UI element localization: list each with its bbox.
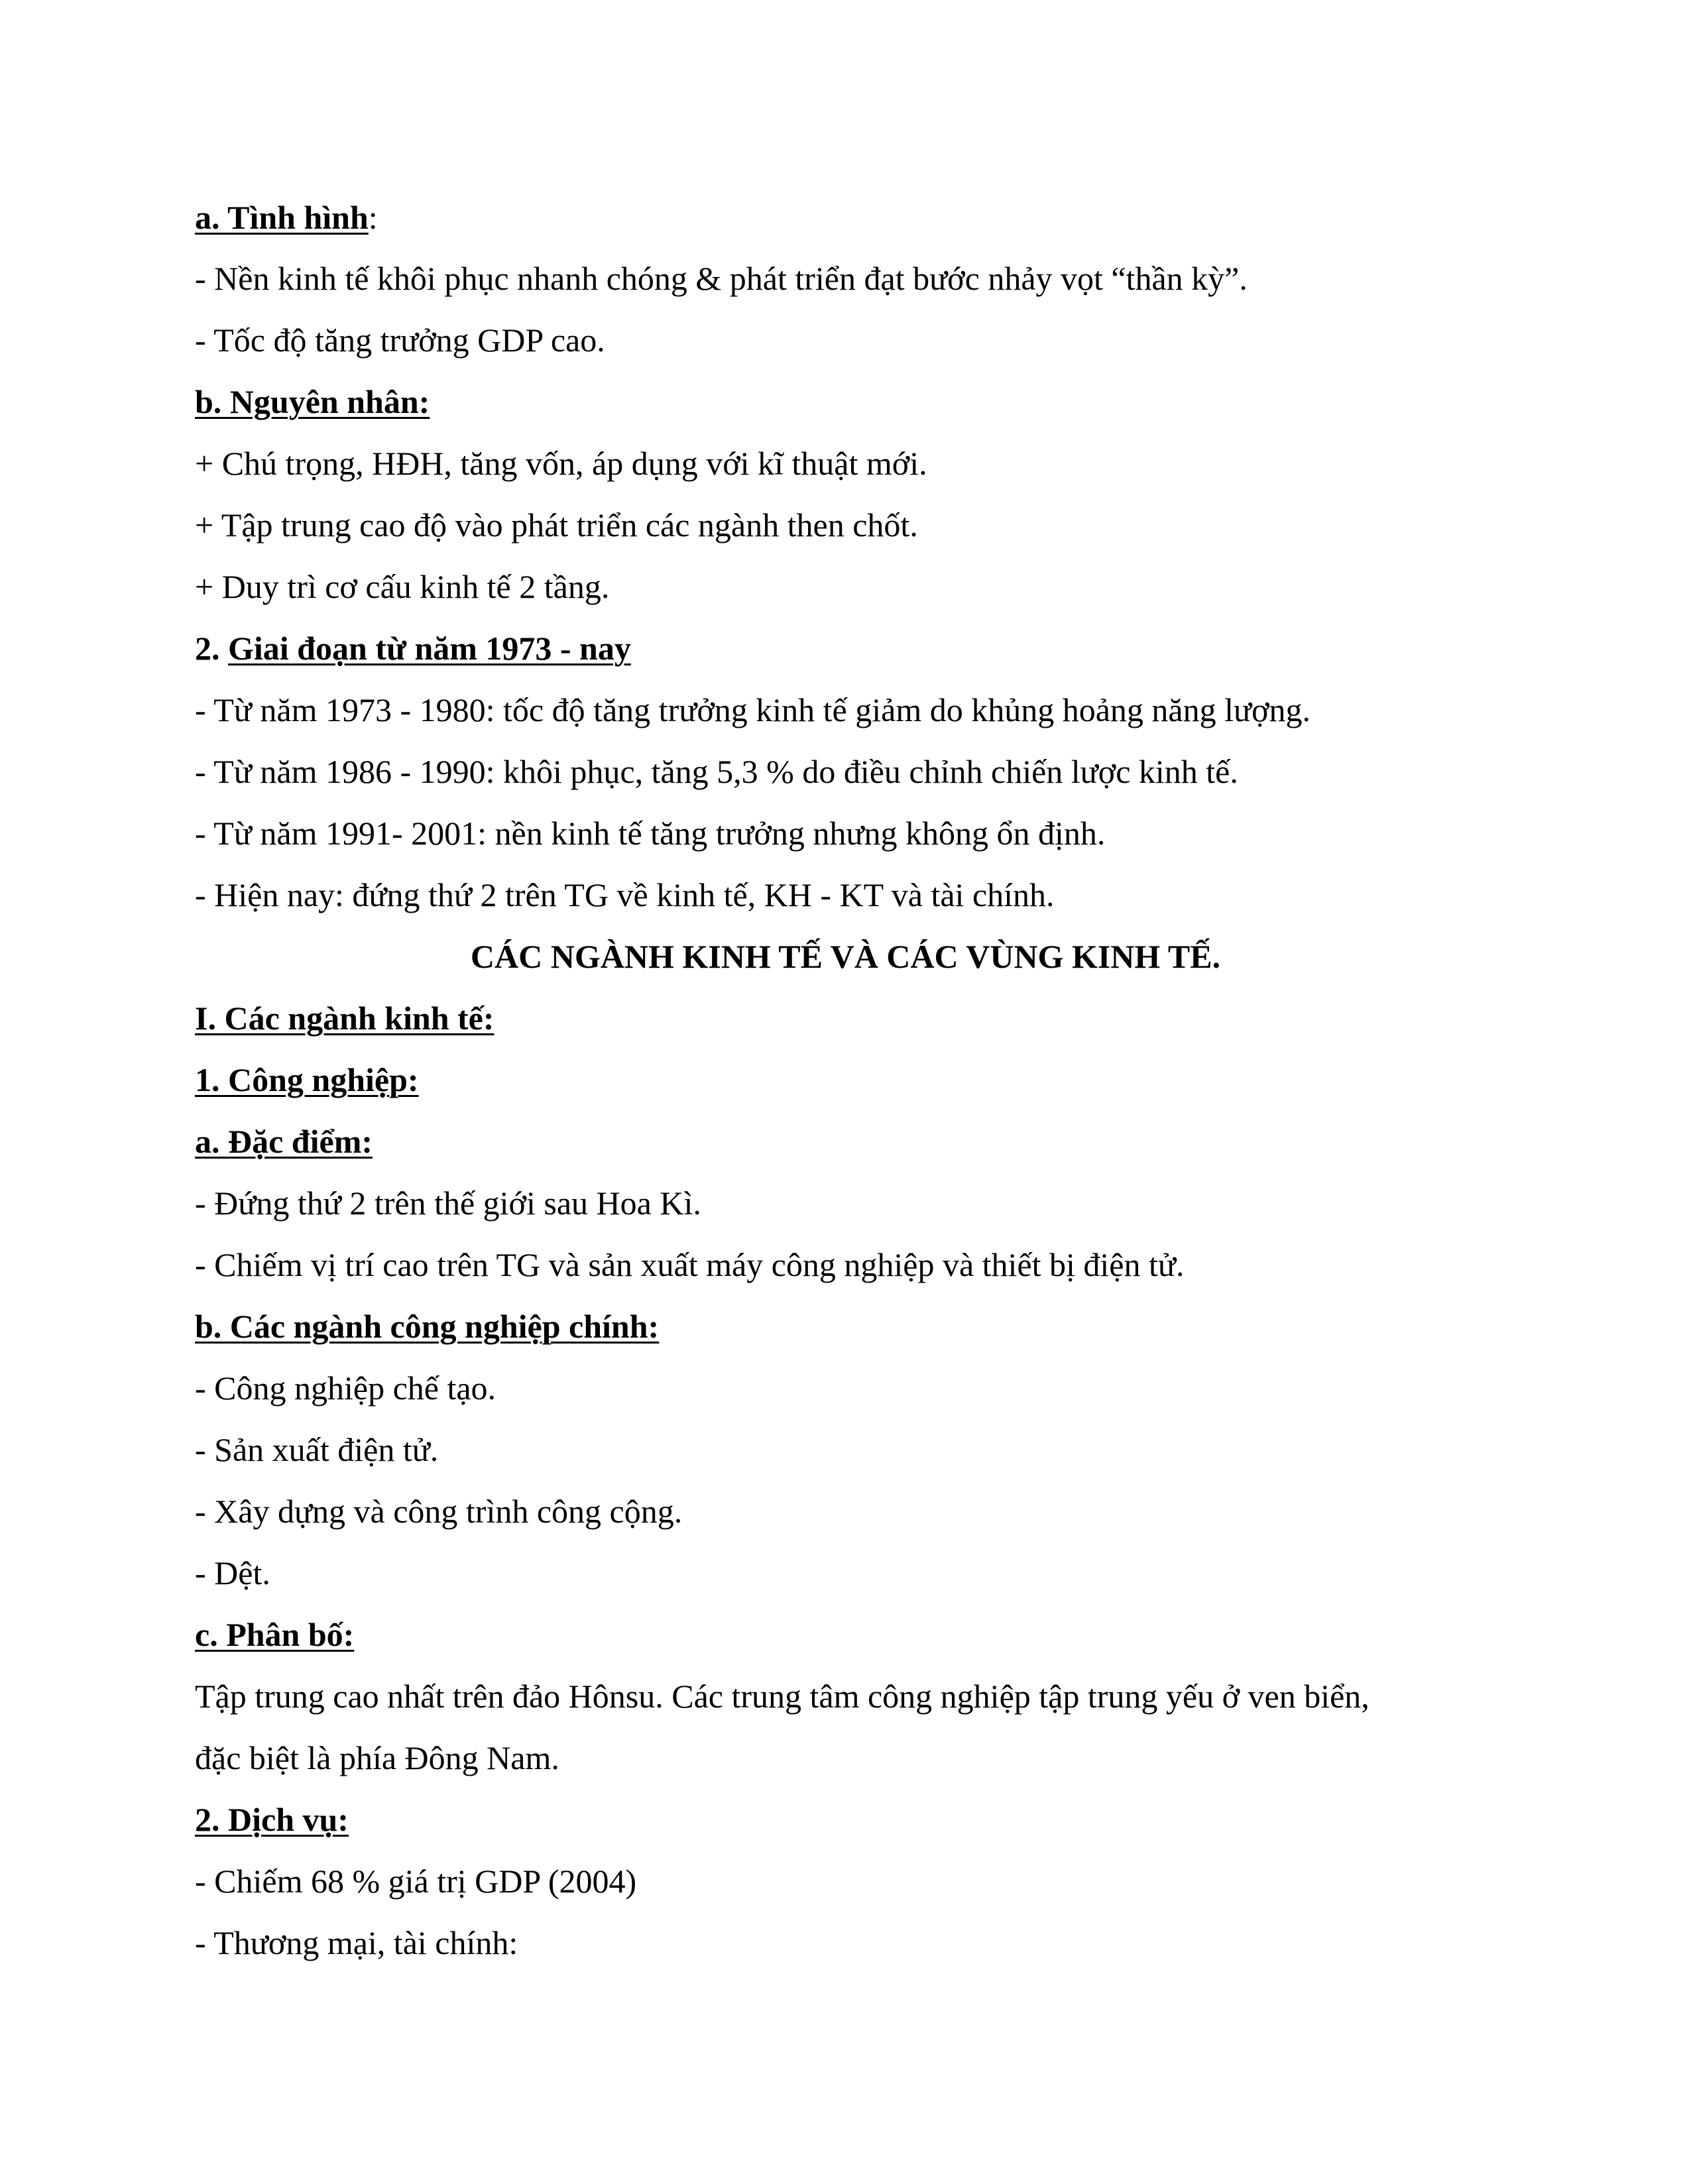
text-line: - Dệt. — [195, 1554, 270, 1591]
text-line: - Sản xuất điện tử. — [195, 1431, 439, 1468]
heading-giai-doan-text: Giai đoạn từ năm 1973 - nay — [228, 630, 631, 667]
heading-tinh-hinh-text: a. Tình hình — [195, 199, 369, 236]
text-line: - Tốc độ tăng trưởng GDP cao. — [195, 321, 605, 359]
text-line: + Duy trì cơ cấu kinh tế 2 tầng. — [195, 568, 610, 605]
text-line: - Thương mại, tài chính: — [195, 1924, 518, 1961]
heading-giai-doan — [195, 628, 1504, 668]
text-line: - Nền kinh tế khôi phục nhanh chóng & phát triển đạt bước nhảy vọt “thần kỳ”. — [195, 260, 1248, 297]
heading-giai-doan-number: 2. — [195, 630, 228, 667]
text-line: Tập trung cao nhất trên đảo Hônsu. Các trung tâm công nghiệp tập trung yếu ở ven biển, — [195, 1678, 1370, 1715]
heading-dac-diem: a. Đặc điểm: — [195, 1123, 373, 1160]
text-line: - Chiếm vị trí cao trên TG và sản xuất máy công nghiệp và thiết bị điện tử. — [195, 1246, 1185, 1283]
main-title: CÁC NGÀNH KINH TẾ VÀ CÁC VÙNG KINH TẾ. — [470, 938, 1221, 975]
heading-nguyen-nhan: b. Nguyên nhân: — [195, 383, 430, 420]
heading-tinh-hinh — [195, 198, 1504, 237]
heading-nganh-cong-nghiep-chinh: b. Các ngành công nghiệp chính: — [195, 1308, 660, 1345]
heading-dich-vu: 2. Dịch vụ: — [195, 1801, 349, 1838]
text-line: + Chú trọng, HĐH, tăng vốn, áp dụng với kĩ thuật mới. — [195, 445, 927, 482]
text-line: - Từ năm 1986 - 1990: khôi phục, tăng 5,3 % do điều chỉnh chiến lược kinh tế. — [195, 753, 1238, 790]
text-line: - Xây dựng và công trình công cộng. — [195, 1493, 683, 1530]
text-line: - Hiện nay: đứng thứ 2 trên TG về kinh tế, KH - KT và tài chính. — [195, 876, 1055, 913]
text-line: + Tập trung cao độ vào phát triển các ngành then chốt. — [195, 506, 918, 544]
heading-cac-nganh-kinh-te: I. Các ngành kinh tế: — [195, 1000, 495, 1037]
text-line: - Chiếm 68 % giá trị GDP (2004) — [195, 1863, 637, 1900]
text-line: - Công nghiệp chế tạo. — [195, 1369, 496, 1407]
heading-cong-nghiep: 1. Công nghiệp: — [195, 1061, 419, 1098]
heading-phan-bo: c. Phân bố: — [195, 1616, 355, 1653]
text-line: - Từ năm 1973 - 1980: tốc độ tăng trưởng kinh tế giảm do khủng hoảng năng lượng. — [195, 691, 1311, 728]
text-line: đặc biệt là phía Đông Nam. — [195, 1739, 559, 1776]
heading-tinh-hinh-colon: : — [368, 199, 378, 236]
text-line: - Đứng thứ 2 trên thế giới sau Hoa Kì. — [195, 1184, 701, 1222]
text-line: - Từ năm 1991- 2001: nền kinh tế tăng trưởng nhưng không ổn định. — [195, 815, 1106, 852]
